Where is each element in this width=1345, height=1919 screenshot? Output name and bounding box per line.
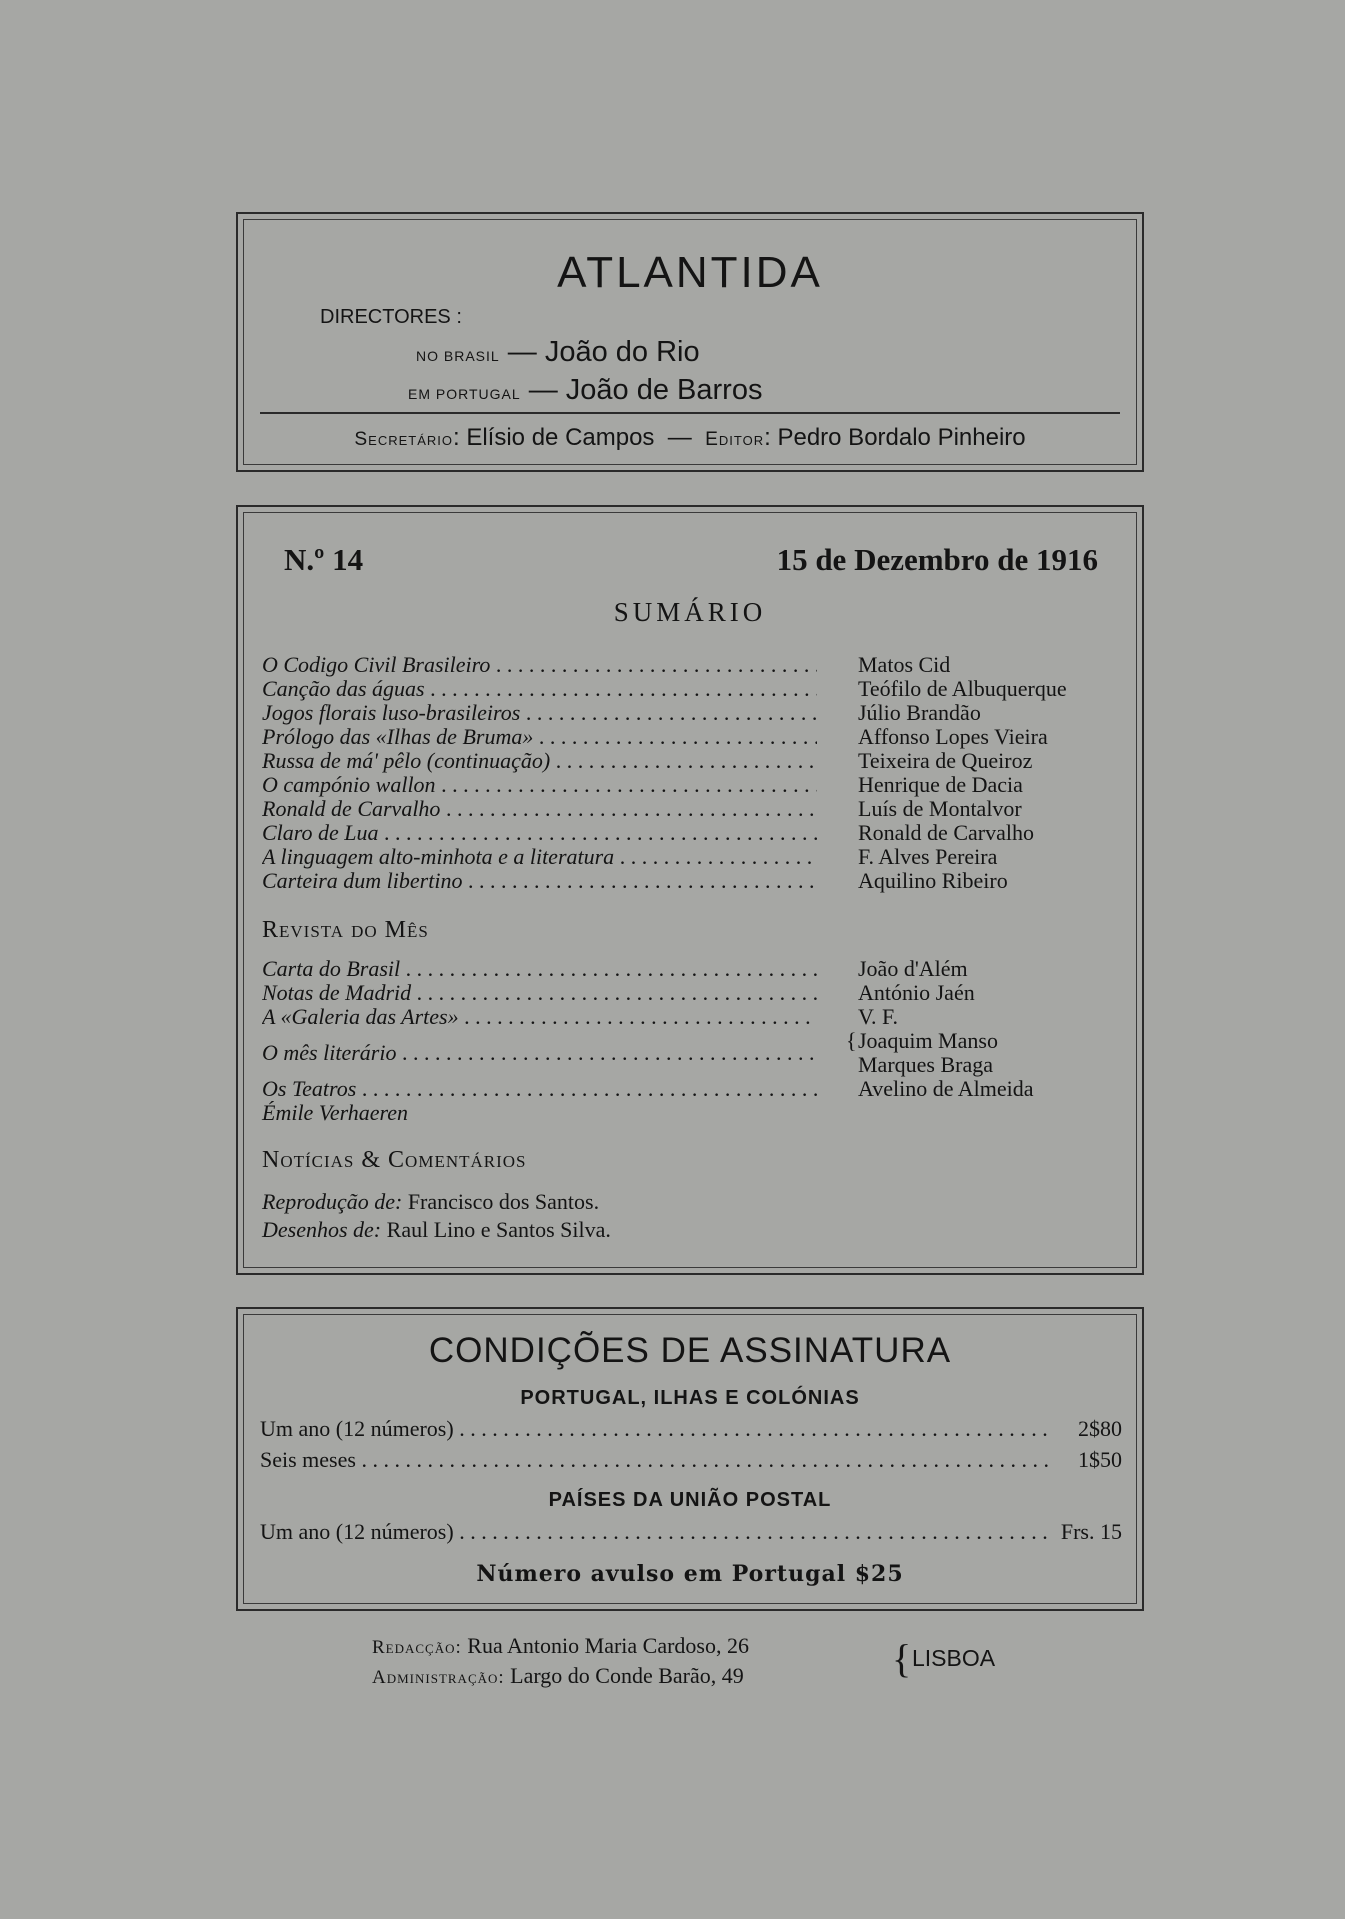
toc-title: Carteira dum libertino . . . [262, 869, 817, 893]
toc-title: Prólogo das «Ilhas de Bruma» . . . [262, 725, 817, 749]
brace: { [846, 1028, 857, 1053]
price-label: Um ano (12 números) . . . [260, 1416, 1050, 1442]
toc-row [262, 981, 1122, 1005]
price-value: Frs. 15 [1057, 1519, 1122, 1545]
price-label: Seis meses . . . [260, 1447, 1050, 1473]
toc-title: Russa de má' pêlo (continuação) . . . [262, 749, 817, 773]
credit-label: Desenhos de: [262, 1217, 382, 1242]
directores-label: DIRECTORES : [320, 306, 462, 328]
redaccao-address: Rua Antonio Maria Cardoso, 26 [467, 1633, 749, 1658]
staff-line: Secretário: Elísio de Campos — Editor: Pedro Bordalo Pinheiro [354, 424, 1026, 451]
toc-title: Émile Verhaeren [262, 1100, 409, 1125]
director-portugal [408, 374, 762, 407]
credit-name: Raul Lino e Santos Silva. [386, 1217, 611, 1242]
toc-row [262, 821, 1122, 845]
brace: { [892, 1636, 912, 1681]
toc-author: Matos Cid [858, 652, 951, 677]
administracao-label: Administração: [372, 1667, 505, 1688]
administracao-address: Largo do Conde Barão, 49 [510, 1663, 744, 1688]
toc-title: Ronald de Carvalho . . . [262, 797, 817, 821]
city-name: LISBOA [912, 1645, 996, 1671]
toc-row [262, 701, 1122, 725]
toc-author: F. Alves Pereira [858, 844, 998, 869]
secretario-label: Secretário [354, 429, 453, 450]
toc-author: Marques Braga [858, 1052, 994, 1077]
toc-title: O mês literário . . . [262, 1041, 817, 1065]
toc-title: O Codigo Civil Brasileiro . . . [262, 653, 817, 677]
toc-row [262, 1101, 1122, 1125]
toc-title: Notas de Madrid . . . [262, 981, 817, 1005]
price-row [260, 1519, 1122, 1545]
toc-author: Henrique de Dacia [858, 772, 1023, 797]
toc-title: Claro de Lua . . . [262, 821, 817, 845]
magazine-title: ATLANTIDA [557, 248, 823, 297]
toc-row [262, 957, 1122, 981]
toc-title: O campónio wallon . . . [262, 773, 817, 797]
secretario-name: Elísio de Campos [466, 424, 655, 451]
toc-row [262, 1005, 1122, 1029]
price-label: Um ano (12 números) . . . [260, 1519, 1050, 1545]
subscription-box [236, 1307, 1144, 1611]
toc-row [262, 797, 1122, 821]
toc-author: Affonso Lopes Vieira [858, 724, 1048, 749]
avulso-price: Número avulso em Portugal $25 [476, 1561, 904, 1587]
toc-row [262, 845, 1122, 869]
subscription-title: CONDIÇÕES DE ASSINATURA [428, 1331, 952, 1370]
price-value: 2$80 [1074, 1416, 1122, 1442]
toc-title: A linguagem alto-minhota e a literatura . . . [262, 845, 817, 869]
toc-author: Júlio Brandão [858, 700, 981, 725]
credit-label: Reprodução de: [262, 1189, 403, 1214]
toc-author: João d'Além [858, 956, 968, 981]
price-row [260, 1447, 1122, 1473]
toc-row [262, 677, 1122, 701]
toc-list [262, 653, 1122, 893]
toc-author: Luís de Montalvor [858, 796, 1022, 821]
issue-date: 15 de Dezembro de 1916 [776, 542, 1098, 577]
toc-row [262, 725, 1122, 749]
price-row [260, 1416, 1122, 1442]
credit-reproducao [262, 1189, 599, 1215]
toc-author: Avelino de Almeida [858, 1076, 1034, 1101]
director-place: NO BRASIL [416, 348, 500, 364]
footer-address [372, 1632, 996, 1692]
summary-heading: SUMÁRIO [613, 597, 767, 627]
toc-row [262, 1077, 1122, 1101]
toc-title: Os Teatros . . . [262, 1077, 817, 1101]
toc-author: Ronald de Carvalho [858, 820, 1034, 845]
union-heading: PAÍSES DA UNIÃO POSTAL [548, 1489, 832, 1511]
administracao-line [372, 1662, 749, 1692]
editor-name: Pedro Bordalo Pinheiro [777, 424, 1026, 451]
revista-heading: Revista do Mês [262, 917, 429, 943]
credit-name: Francisco dos Santos. [407, 1189, 600, 1214]
toc-author: Aquilino Ribeiro [858, 868, 1008, 893]
toc-row [262, 1029, 1122, 1077]
director-brasil [416, 336, 700, 369]
toc-row [262, 749, 1122, 773]
redaccao-label: Redacção: [372, 1637, 462, 1658]
editor-label: Editor [705, 429, 765, 450]
summary-box [236, 505, 1144, 1275]
toc-author: Joaquim Manso [858, 1028, 998, 1053]
masthead-box [236, 212, 1144, 472]
toc-row [262, 869, 1122, 893]
portugal-heading: PORTUGAL, ILHAS E COLÓNIAS [520, 1387, 860, 1409]
toc-row [262, 653, 1122, 677]
issue-number: N.º 14 [284, 542, 364, 577]
revista-list [262, 957, 1122, 1125]
toc-title: Jogos florais luso-brasileiros . . . [262, 701, 817, 725]
toc-author: Teófilo de Albuquerque [858, 676, 1067, 701]
toc-title: A «Galeria das Artes» . . . [262, 1005, 817, 1029]
toc-row [262, 773, 1122, 797]
director-name: — João de Barros [528, 374, 763, 406]
credit-desenhos [262, 1217, 611, 1243]
price-value: 1$50 [1074, 1447, 1122, 1473]
toc-author: Teixeira de Queiroz [858, 748, 1033, 773]
divider [260, 412, 1120, 414]
noticias-heading: Notícias & Comentários [262, 1147, 527, 1173]
toc-title: Carta do Brasil . . . [262, 957, 817, 981]
redaccao-line [372, 1632, 749, 1662]
director-place: EM PORTUGAL [408, 386, 521, 402]
toc-title: Canção das águas . . . [262, 677, 817, 701]
director-name: — João do Rio [507, 336, 700, 368]
toc-author: V. F. [858, 1004, 899, 1029]
toc-author: António Jaén [858, 980, 975, 1005]
